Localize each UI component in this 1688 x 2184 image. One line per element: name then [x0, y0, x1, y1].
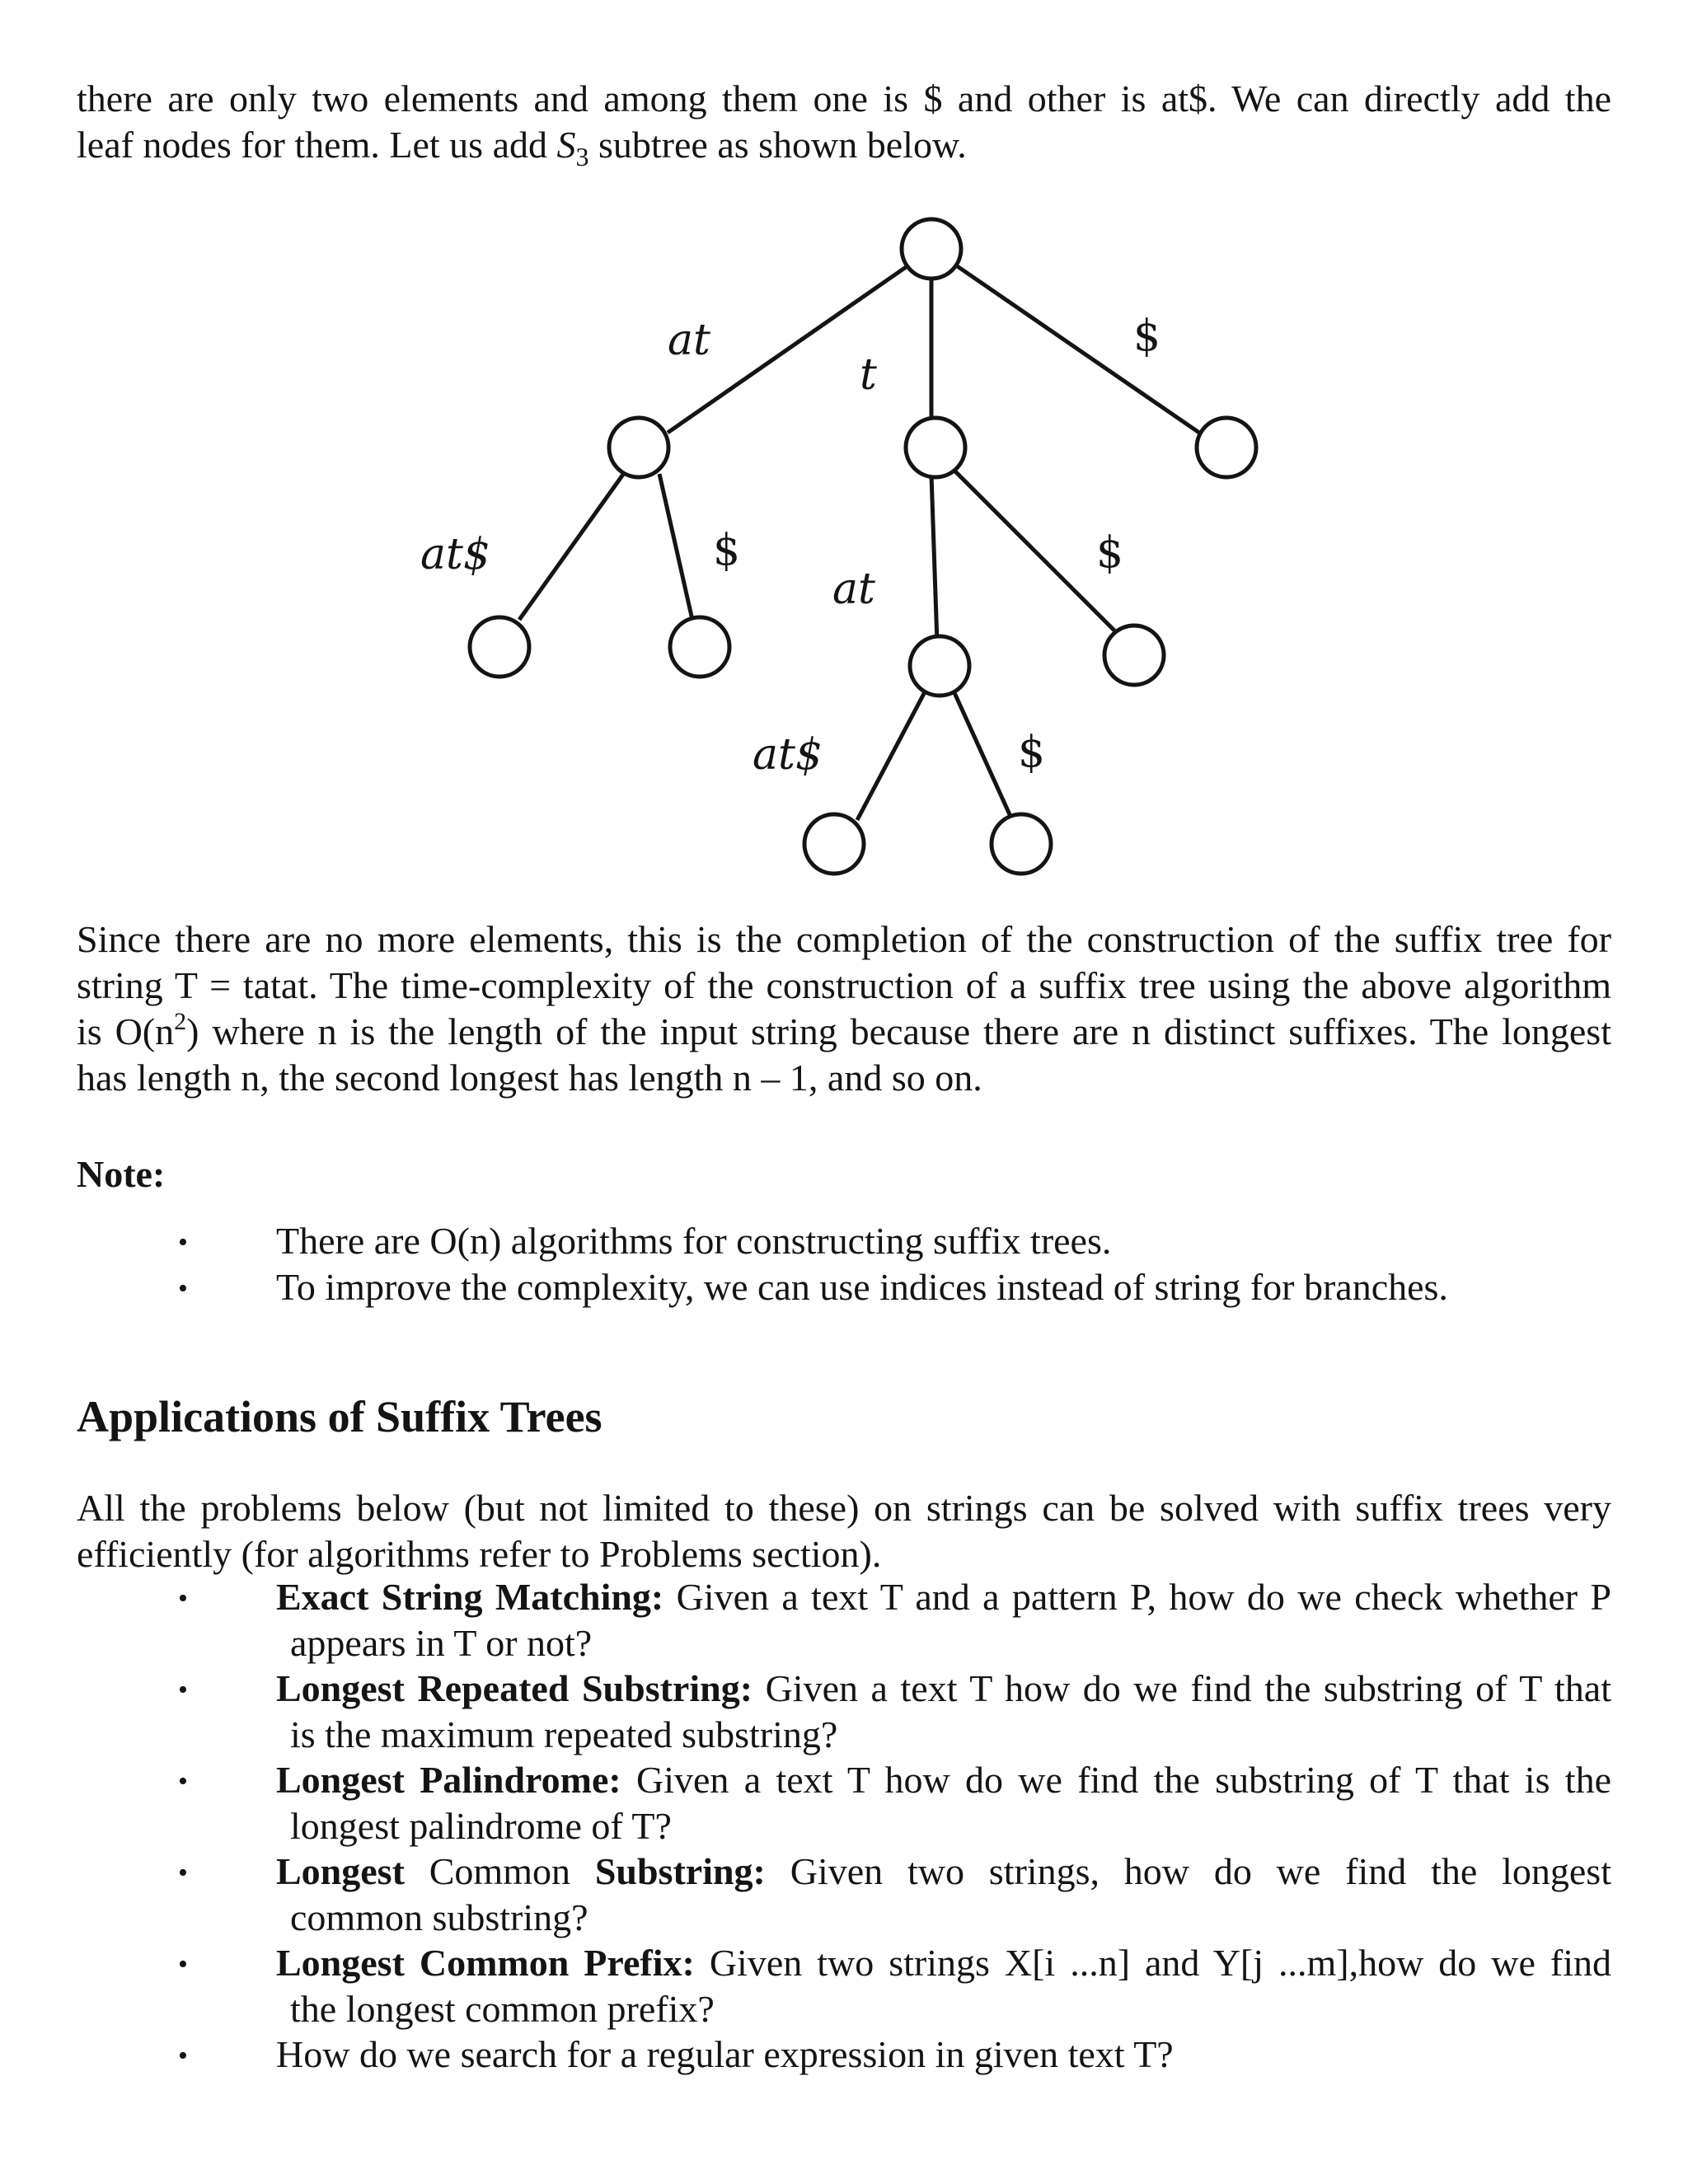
node-mid [906, 418, 965, 477]
bullet-icon: • [178, 1227, 188, 1258]
edge-root-right [954, 264, 1199, 433]
list-item-line-1: Longest Repeated Substring: Given a text T how do we find the substring of T that [276, 1667, 1611, 1709]
applications-intro-line-1: All the problems below (but not limited to these) on strings can be solved with suffix trees very [77, 1487, 1611, 1529]
bullet-icon: • [178, 1675, 188, 1705]
label-root-mid: t [860, 350, 877, 400]
node-low-leaf-2 [992, 814, 1051, 874]
node-right [1197, 418, 1256, 477]
intro-line-1: there are only two elements and among them one is $ and other is at$. We can directly add the [77, 77, 1611, 120]
applications-intro-line-2: efficiently (for algorithms refer to Problems section). [77, 1533, 882, 1575]
label-mid-down: at [832, 565, 875, 614]
bullet-icon: • [178, 2041, 188, 2071]
note-text: To improve the complexity, we can use indices instead of string for branches. [276, 1266, 1448, 1308]
bullet-icon: • [178, 1583, 188, 1614]
node-root [902, 219, 961, 279]
list-item-line-1: Longest Common Prefix: Given two strings X[i ...n] and Y[j ...m],how do we find [276, 1942, 1612, 1984]
completion-line-1: Since there are no more elements, this is the completion of the construction of the suffix tree for [77, 918, 1611, 960]
edge-left-left [519, 470, 626, 620]
bullet-icon: • [178, 1766, 188, 1797]
applications-intro [77, 1485, 1611, 1577]
node-left-leaf-1 [470, 617, 529, 677]
node-left-leaf-2 [670, 617, 729, 677]
label-mid-right: $ [1096, 528, 1124, 578]
list-item-line-1: Exact String Matching: Given a text T and a pattern P, how do we check whether P [276, 1576, 1611, 1618]
node-low [910, 636, 969, 696]
node-mid-leaf [1104, 626, 1164, 685]
list-item-line-1: Longest Palindrome: Given a text T how do we find the substring of T that is the [276, 1759, 1611, 1801]
suffix-tree-diagram [0, 0, 1688, 907]
list-item-line-1: Longest Common Substring: Given two strings, how do we find the longest [276, 1850, 1611, 1892]
edge-low-right [952, 687, 1012, 820]
list-item-line-2: appears in T or not? [290, 1622, 593, 1664]
label-root-left: at [668, 316, 710, 365]
list-item-line-2: is the maximum repeated substring? [290, 1713, 838, 1755]
list-item-line-2: longest palindrome of T? [290, 1805, 672, 1847]
completion-line-4: has length n, the second longest has length n – 1, and so on. [77, 1057, 982, 1099]
label-left-left: at$ [420, 530, 490, 579]
bullet-icon: • [178, 1858, 188, 1888]
completion-paragraph [77, 916, 1611, 1101]
edge-mid-right [950, 466, 1114, 630]
label-left-right: $ [713, 526, 741, 575]
list-item-line-2: the longest common prefix? [290, 1988, 715, 2030]
label-low-left: at$ [753, 730, 823, 780]
completion-line-3: is $O(n^2)$ where n is the length of the input string because there are n distinct suffixes. The longest [77, 1008, 1611, 1052]
label-root-right: $ [1133, 312, 1161, 361]
completion-line-2: string T = tatat. The time-complexity of the construction of a suffix tree using the above algorithm [77, 964, 1611, 1006]
intro-line-2: leaf nodes for them. Let us add $S_3$ subtree as shown below. [77, 124, 967, 171]
node-left [609, 418, 668, 477]
list-item-line-2: common substring? [290, 1896, 588, 1938]
edge-left-right [659, 474, 692, 620]
bullet-icon: • [178, 1273, 188, 1304]
label-low-right: $ [1018, 728, 1046, 777]
list-item-line-1: How do we search for a regular expression in given text T? [276, 2033, 1174, 2075]
section-heading: Applications of Suffix Trees [77, 1392, 603, 1441]
bullet-icon: • [178, 1949, 188, 1980]
edge-low-left [857, 687, 927, 820]
node-low-leaf-1 [804, 814, 864, 874]
edge-mid-down [931, 475, 937, 643]
note-title: Note: [77, 1153, 166, 1195]
note-text: There are O(n) algorithms for constructing suffix trees. [276, 1220, 1112, 1262]
